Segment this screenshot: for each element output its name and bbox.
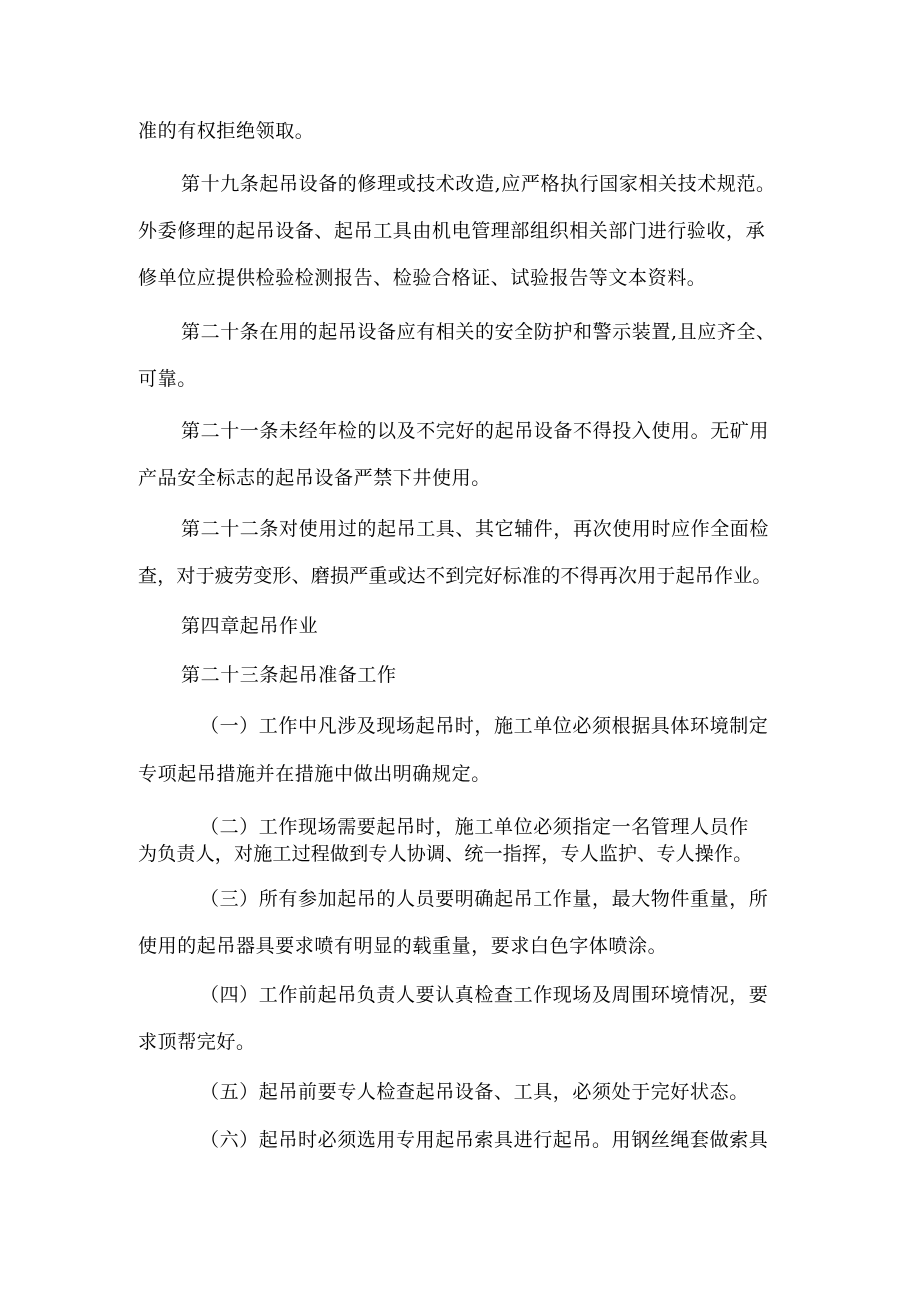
text-line: （六）起吊时必须选用专用起吊索具进行起吊。用钢丝绳套做索具 [200,1129,769,1151]
text-line: 修单位应提供检验检测报告、检验合格证、试验报告等文本资料。 [138,267,707,289]
text-line: （五）起吊前要专人检查起吊设备、工具，必须处于完好状态。 [200,1081,749,1103]
text-line: 第二十一条未经年检的以及不完好的起吊设备不得投入使用。无矿用 [181,420,770,442]
text-line: （三）所有参加起吊的人员要明确起吊工作量，最大物件重量，所 [200,888,769,910]
text-line: 为负责人，对施工过程做到专人协调、统一指挥，专人监护、专人操作。 [138,843,753,865]
article-heading: 第二十三条起吊准备工作 [181,664,397,686]
text-line: 第二十二条对使用过的起吊工具、其它辅件，再次使用时应作全面检 [181,518,770,540]
text-line: 第十九条起吊设备的修理或技术改造,应严格执行国家相关技术规范。 [181,173,776,195]
chapter-heading: 第四章起吊作业 [181,615,319,637]
text-line: 可靠。 [138,368,197,390]
text-line: 查，对于疲劳变形、磨损严重或达不到完好标准的不得再次用于起吊作业。 [138,565,772,587]
text-line: 使用的起吊器具要求喷有明显的载重量，要求白色字体喷涂。 [138,935,668,957]
text-line: 专项起吊措施并在措施中做出明确规定。 [138,763,491,785]
text-line: 外委修理的起吊设备、起吊工具由机电管理部组织相关部门进行验收，承 [138,220,766,242]
text-line: （二）工作现场需要起吊时，施工单位必须指定一名管理人员作 [200,816,749,838]
text-line: 准的有权拒绝领取。 [138,120,315,142]
text-line: 第二十条在用的起吊设备应有相关的安全防护和警示装置,且应齐全、 [181,321,776,343]
text-line: （四）工作前起吊负责人要认真检查工作现场及周围环境情况，要 [200,984,769,1006]
text-line: 求顶帮完好。 [138,1031,256,1053]
text-line: （一）工作中凡涉及现场起吊时，施工单位必须根据具体环境制定 [200,715,769,737]
text-line: 产品安全标志的起吊设备严禁下井使用。 [138,467,491,489]
